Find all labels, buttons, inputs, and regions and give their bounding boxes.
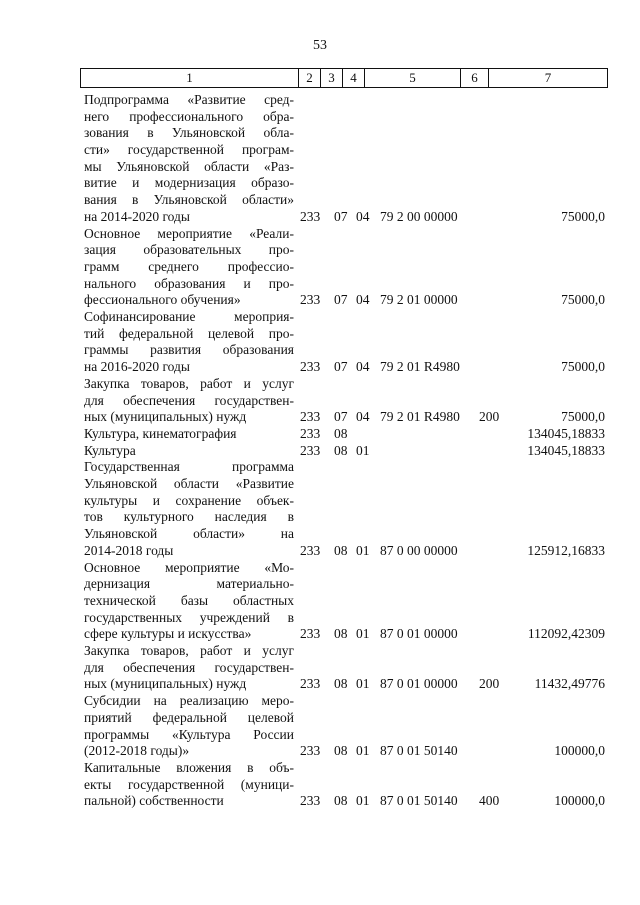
description-line: ных (муниципальных) нужд <box>84 676 247 692</box>
table-row <box>0 226 640 310</box>
table-row <box>0 643 640 693</box>
description-line: тов культурного наследия в <box>84 509 294 525</box>
cell-amount: 100000,0 <box>554 793 605 809</box>
cell-section: 08 <box>334 793 348 809</box>
description-line: ных (муниципальных) нужд <box>84 409 247 425</box>
description-line: зация образовательных про- <box>84 242 294 258</box>
cell-section: 08 <box>334 542 348 558</box>
cell-subsection: 01 <box>356 626 370 642</box>
cell-admin-code: 233 <box>300 542 321 558</box>
header-col-4: 4 <box>343 69 365 87</box>
description-line: витие и модернизация образо- <box>84 175 294 191</box>
cell-admin-code: 233 <box>300 292 321 308</box>
description-line: Государственная программа <box>84 459 294 475</box>
description-line: культуры и сохранение объек- <box>84 492 294 508</box>
row-description <box>84 92 294 226</box>
header-col-7: 7 <box>544 70 552 85</box>
cell-admin-code: 233 <box>300 743 321 759</box>
table-row <box>0 426 640 443</box>
cell-section: 07 <box>334 208 348 224</box>
cell-target-article: 87 0 01 00000 <box>380 626 458 642</box>
description-line: Закупка товаров, работ и услуг <box>84 643 294 659</box>
description-line: мы Ульяновской области «Раз- <box>84 158 294 174</box>
cell-section: 08 <box>334 626 348 642</box>
cell-section: 08 <box>334 676 348 692</box>
cell-expense-type: 200 <box>479 409 500 425</box>
description-line: Софинансирование мероприя- <box>84 309 294 325</box>
row-description <box>84 226 294 309</box>
description-line: Культура, кинематография <box>84 426 237 441</box>
description-line: зования в Ульяновской обла- <box>84 125 294 141</box>
description-line: Основное мероприятие «Мо- <box>84 559 294 575</box>
description-line: технической базы областных <box>84 592 294 608</box>
description-line: на 2014-2020 годы <box>84 208 190 224</box>
cell-section: 07 <box>334 292 348 308</box>
cell-section: 08 <box>334 743 348 759</box>
description-line: дернизация материально- <box>84 576 294 592</box>
cell-admin-code: 233 <box>300 409 321 425</box>
cell-target-article: 87 0 01 50140 <box>380 793 458 809</box>
description-line: Ульяновской области» на <box>84 526 294 542</box>
row-description <box>84 459 294 559</box>
description-line: (2012-2018 годы)» <box>84 743 190 759</box>
cell-amount: 75000,0 <box>561 292 605 308</box>
header-col-1: 1 <box>81 69 299 87</box>
description-line: сти» государственной програм- <box>84 142 294 158</box>
table-row <box>0 760 640 810</box>
description-line: Капитальные вложения в объ- <box>84 760 294 775</box>
cell-subsection: 04 <box>356 208 370 224</box>
description-line: екты государственной (муници- <box>84 776 294 792</box>
cell-section: 07 <box>334 359 348 375</box>
cell-amount: 75000,0 <box>561 208 605 224</box>
table-row <box>0 309 640 376</box>
cell-expense-type: 200 <box>479 676 500 692</box>
description-line: приятий федеральной целевой <box>84 709 294 725</box>
row-description <box>84 309 294 376</box>
cell-subsection: 04 <box>356 409 370 425</box>
cell-target-article: 79 2 01 R4980 <box>380 359 460 375</box>
cell-amount: 75000,0 <box>561 359 605 375</box>
cell-target-article: 79 2 00 00000 <box>380 208 458 224</box>
description-line: вания в Ульяновской области» <box>84 192 294 208</box>
cell-amount: 11432,49776 <box>534 676 605 692</box>
description-line: Основное мероприятие «Реали- <box>84 225 294 241</box>
page-number: 53 <box>313 38 327 53</box>
cell-amount: 75000,0 <box>561 409 605 425</box>
cell-target-article: 79 2 01 00000 <box>380 292 458 308</box>
row-description <box>84 426 294 443</box>
description-line: него профессионального обра- <box>84 108 294 124</box>
description-line: сфере культуры и искусства» <box>84 626 252 642</box>
cell-amount: 125912,16833 <box>527 542 605 558</box>
cell-admin-code: 233 <box>300 626 321 642</box>
cell-subsection: 01 <box>356 743 370 759</box>
description-line: граммы развития образования <box>84 342 294 358</box>
description-line: государственных учреждений в <box>84 609 294 625</box>
description-line: Подпрограмма «Развитие сред- <box>84 92 294 107</box>
table-row <box>0 92 640 226</box>
cell-target-article: 87 0 00 00000 <box>380 542 458 558</box>
description-line: Культура <box>84 442 136 458</box>
cell-amount: 134045,18833 <box>527 442 605 458</box>
cell-target-article: 87 0 01 00000 <box>380 676 458 692</box>
cell-amount: 100000,0 <box>554 743 605 759</box>
cell-section: 07 <box>334 409 348 425</box>
row-description <box>84 560 294 643</box>
cell-admin-code: 233 <box>300 676 321 692</box>
description-line: для обеспечения государствен- <box>84 392 294 408</box>
cell-subsection: 01 <box>356 442 370 458</box>
cell-section: 08 <box>334 426 348 441</box>
cell-amount: 134045,18833 <box>527 426 605 441</box>
header-col-2: 2 <box>299 69 321 87</box>
description-line: Ульяновской области «Развитие <box>84 476 294 492</box>
row-description <box>84 643 294 693</box>
description-line: грамм среднего профессио- <box>84 258 294 274</box>
description-line: на 2016-2020 годы <box>84 359 190 375</box>
cell-expense-type: 400 <box>479 793 500 809</box>
description-line: 2014-2018 годы <box>84 542 174 558</box>
row-description <box>84 693 294 760</box>
description-line: нального образования и про- <box>84 275 294 291</box>
row-description <box>84 376 294 426</box>
description-line: Субсидии на реализацию меро- <box>84 693 294 709</box>
row-description <box>84 760 294 810</box>
cell-target-article: 87 0 01 50140 <box>380 743 458 759</box>
cell-admin-code: 233 <box>300 426 321 441</box>
table-row <box>0 443 640 460</box>
cell-section: 08 <box>334 442 348 458</box>
header-col-6: 6 <box>461 69 489 87</box>
header-col-3: 3 <box>321 69 343 87</box>
cell-admin-code: 233 <box>300 208 321 224</box>
cell-subsection: 01 <box>356 542 370 558</box>
table-row <box>0 693 640 760</box>
description-line: программы «Культура России <box>84 726 294 742</box>
description-line: пальной) собственности <box>84 793 224 809</box>
cell-subsection: 04 <box>356 359 370 375</box>
cell-admin-code: 233 <box>300 359 321 375</box>
header-col-5: 5 <box>365 69 461 87</box>
description-line: для обеспечения государствен- <box>84 659 294 675</box>
cell-admin-code: 233 <box>300 793 321 809</box>
table-row <box>0 560 640 644</box>
table-row <box>0 459 640 559</box>
table-row <box>0 376 640 426</box>
cell-admin-code: 233 <box>300 442 321 458</box>
description-line: фессионального обучения» <box>84 292 241 308</box>
row-description <box>84 443 294 460</box>
description-line: Закупка товаров, работ и услуг <box>84 375 294 391</box>
description-line: тий федеральной целевой про- <box>84 325 294 341</box>
cell-subsection: 01 <box>356 676 370 692</box>
cell-subsection: 01 <box>356 793 370 809</box>
cell-subsection: 04 <box>356 292 370 308</box>
cell-amount: 112092,42309 <box>527 626 605 642</box>
table-header <box>80 68 608 88</box>
cell-target-article: 79 2 01 R4980 <box>380 409 460 425</box>
